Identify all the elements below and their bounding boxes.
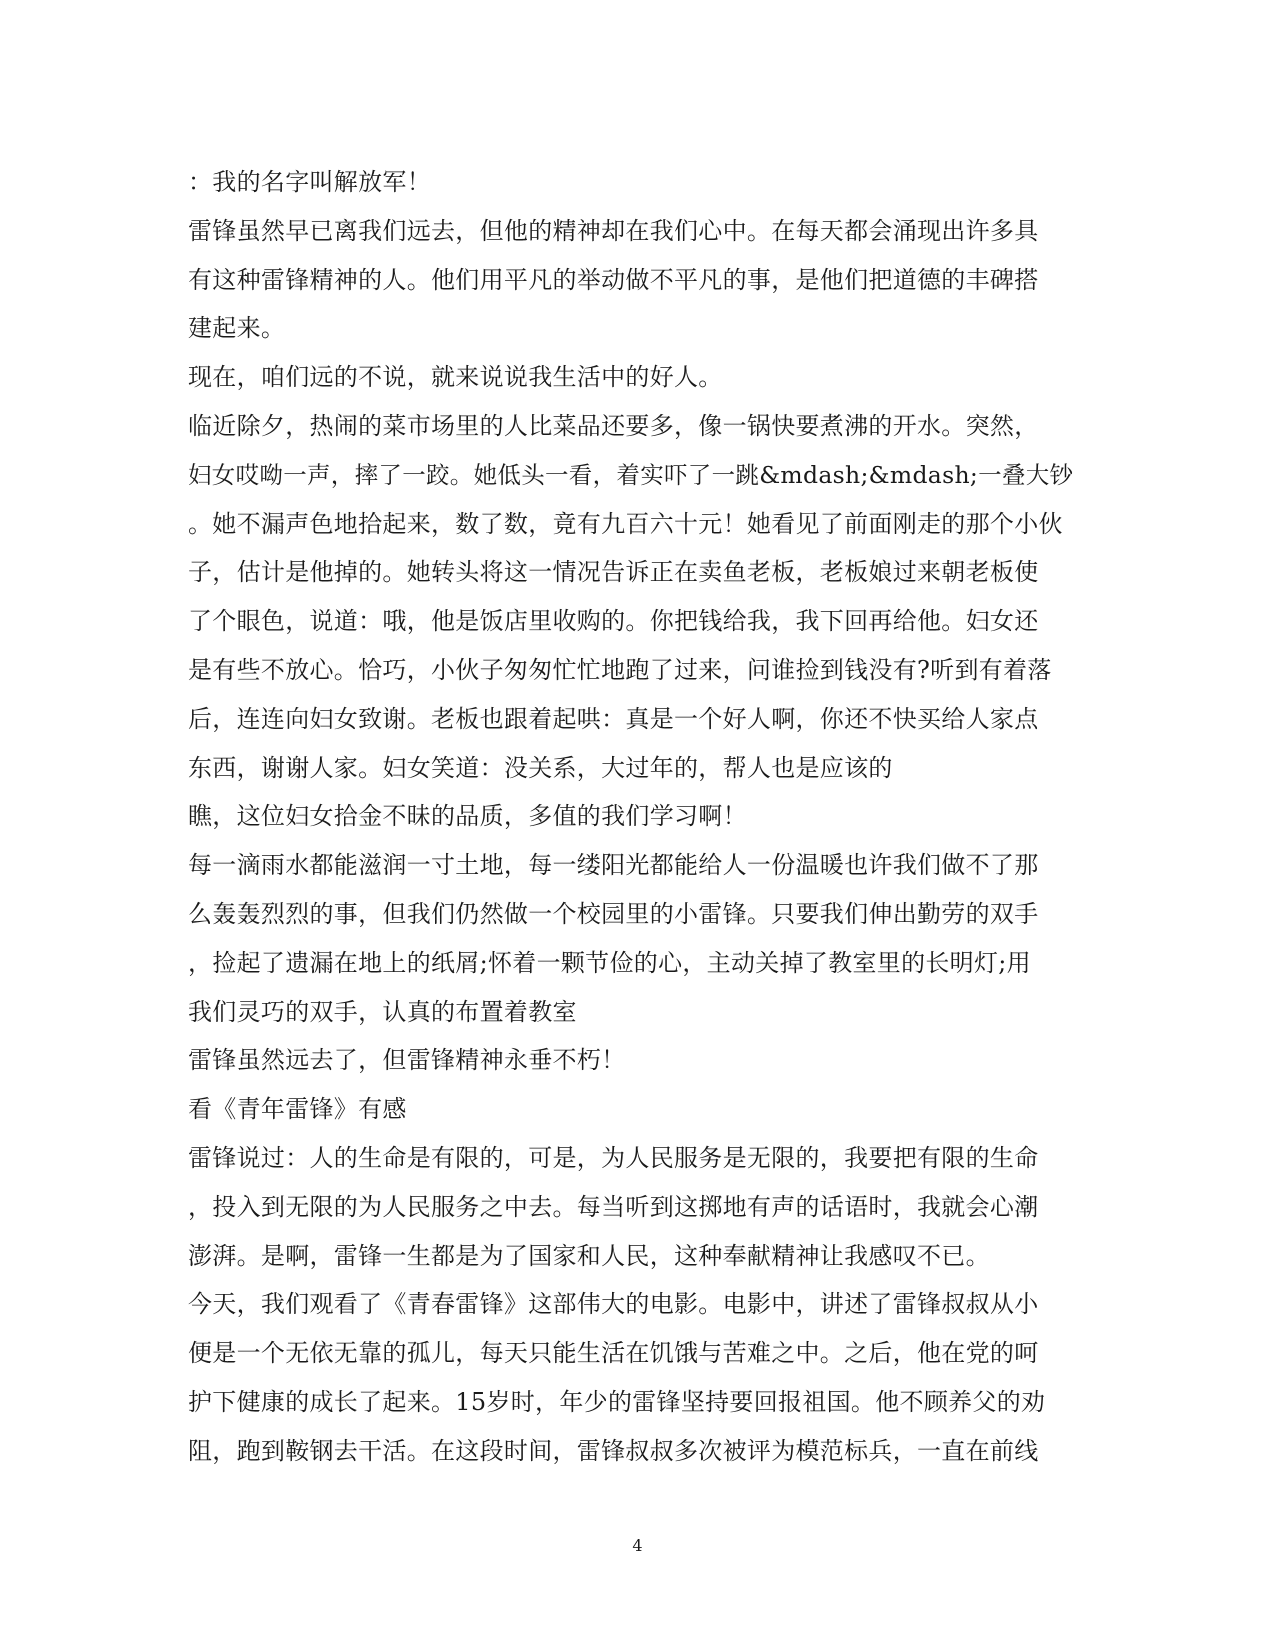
text-line: 每一滴雨水都能滋润一寸土地，每一缕阳光都能给人一份温暖也许我们做不了那: [188, 851, 1039, 880]
text-line: 是有些不放心。恰巧，小伙子匆匆忙忙地跑了过来，问谁捡到钱没有?听到有着落: [188, 655, 1052, 684]
text-line: 了个眼色，说道：哦，他是饭店里收购的。你把钱给我，我下回再给他。妇女还: [188, 607, 1039, 636]
text-line: 澎湃。是啊，雷锋一生都是为了国家和人民，这种奉献精神让我感叹不已。: [188, 1241, 990, 1270]
text-line: 瞧，这位妇女拾金不昧的品质，多值的我们学习啊！: [188, 802, 747, 831]
text-line: 妇女哎呦一声，摔了一跤。她低头一看，着实吓了一跳&mdash;&mdash;一叠大钞: [188, 460, 1074, 489]
text-line: 雷锋虽然早已离我们远去，但他的精神却在我们心中。在每天都会涌现出许多具: [188, 216, 1039, 245]
page-number: 4: [632, 1536, 643, 1555]
text-line: 我们灵巧的双手，认真的布置着教室: [188, 997, 577, 1026]
text-line: 东西，谢谢人家。妇女笑道：没关系，大过年的，帮人也是应该的: [188, 753, 893, 782]
text-line: 现在，咱们远的不说，就来说说我生活中的好人。: [188, 363, 723, 392]
text-line: 子，估计是他掉的。她转头将这一情况告诉正在卖鱼老板，老板娘过来朝老板使: [188, 558, 1039, 587]
text-line: 今天，我们观看了《青春雷锋》这部伟大的电影。电影中，讲述了雷锋叔叔从小: [188, 1290, 1039, 1319]
text-line: ，投入到无限的为人民服务之中去。每当听到这掷地有声的话语时，我就会心潮: [188, 1192, 1039, 1221]
text-line: 建起来。: [188, 314, 286, 343]
text-line: 后，连连向妇女致谢。老板也跟着起哄：真是一个好人啊，你还不快买给人家点: [188, 704, 1039, 733]
text-line: 便是一个无依无靠的孤儿，每天只能生活在饥饿与苦难之中。之后，他在党的呵: [188, 1339, 1039, 1368]
text-line: ，捡起了遗漏在地上的纸屑;怀着一颗节俭的心，主动关掉了教室里的长明灯;用: [188, 948, 1031, 977]
text-line: 护下健康的成长了起来。15岁时，年少的雷锋坚持要回报祖国。他不顾养父的劝: [188, 1387, 1046, 1416]
text-line: 。她不漏声色地拾起来，数了数，竟有九百六十元！她看见了前面刚走的那个小伙: [188, 509, 1063, 538]
text-line: 雷锋说过：人的生命是有限的，可是，为人民服务是无限的，我要把有限的生命: [188, 1143, 1039, 1172]
text-line: ：我的名字叫解放军！: [188, 168, 431, 196]
body-text: [188, 158, 1088, 1476]
text-line: 临近除夕，热闹的菜市场里的人比菜品还要多，像一锅快要煮沸的开水。突然，: [188, 411, 1039, 440]
text-line: 雷锋虽然远去了，但雷锋精神永垂不朽！: [188, 1046, 626, 1075]
text-line: 有这种雷锋精神的人。他们用平凡的举动做不平凡的事，是他们把道德的丰碑搭: [188, 265, 1039, 294]
text-line: 么轰轰烈烈的事，但我们仍然做一个校园里的小雷锋。只要我们伸出勤劳的双手: [188, 899, 1039, 928]
section-heading: 看《青年雷锋》有感: [188, 1095, 407, 1124]
text-line: 阻，跑到鞍钢去干活。在这段时间，雷锋叔叔多次被评为模范标兵，一直在前线: [188, 1436, 1039, 1465]
